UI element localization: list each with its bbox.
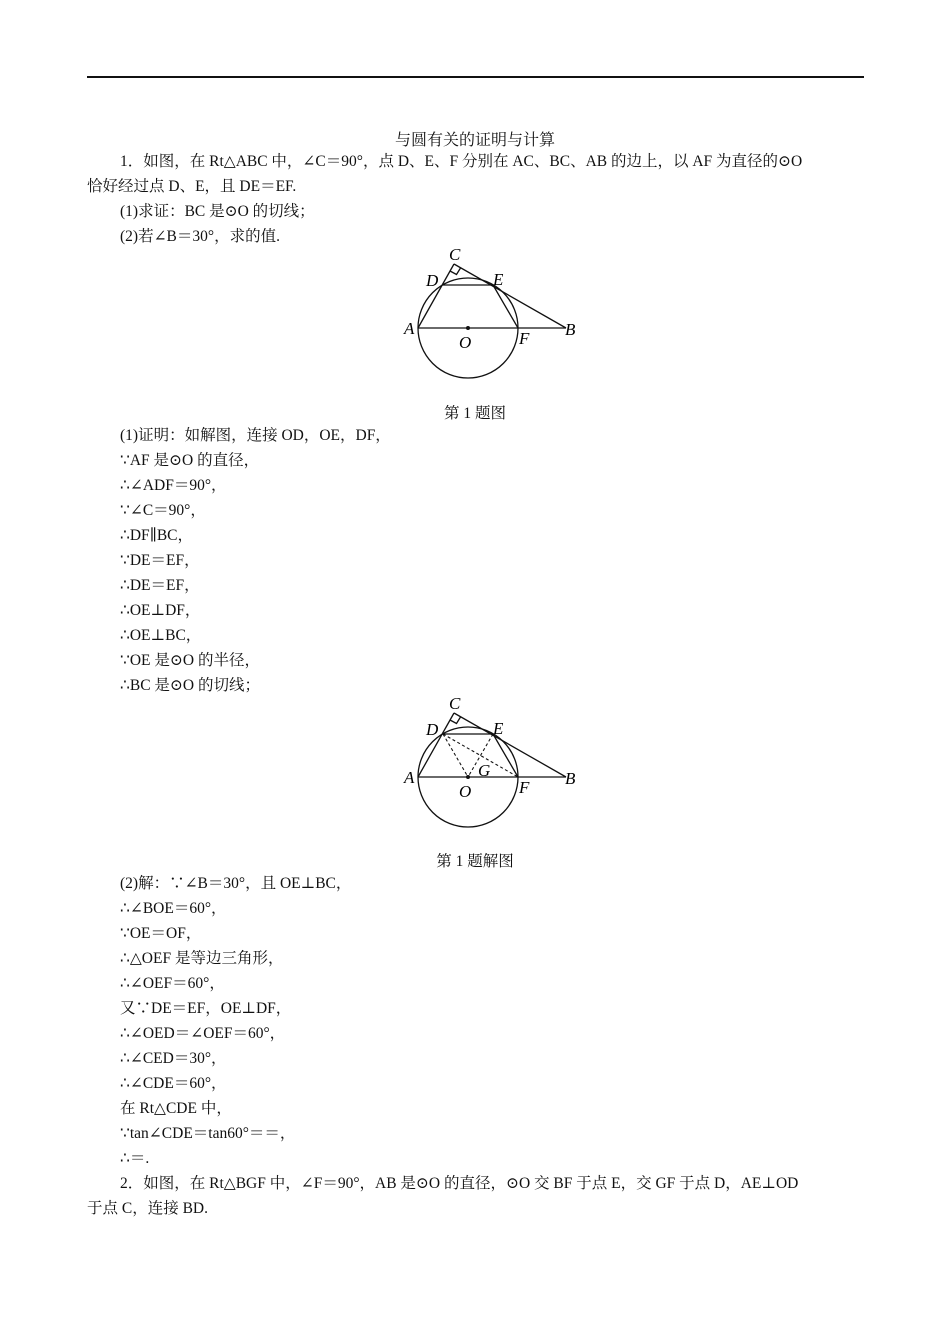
figure2-label-e: E <box>493 719 504 738</box>
figure2-caption: 第 1 题解图 <box>436 853 514 870</box>
proof1-line: ∵AF 是⊙O 的直径， <box>120 452 260 469</box>
figure2-segment-ef <box>493 734 518 777</box>
proof1-line: ∵∠C＝90°， <box>120 502 206 519</box>
figure1-label-d: D <box>426 271 439 290</box>
figure2-label-f: F <box>519 778 530 797</box>
proof1-line: (1)证明：如解图，连接 OD，OE，DF， <box>120 427 391 444</box>
solution2-line: ∴△OEF 是等边三角形， <box>120 950 284 967</box>
figure2-diagram <box>398 693 588 833</box>
solution2-line: ∴＝. <box>120 1150 150 1167</box>
figure1-label-o: O <box>459 333 472 352</box>
figure2-dashed-od <box>443 734 468 777</box>
solution2-line: 在 Rt△CDE 中， <box>120 1100 232 1117</box>
solution2-line: ∴∠BOE＝60°， <box>120 900 227 917</box>
header-rule <box>87 76 864 78</box>
solution2-line: (2)解：∵∠B＝30°，且 OE⊥BC， <box>120 875 352 892</box>
figure1-label-a: A <box>404 319 415 338</box>
solution2-line: ∴∠OEF＝60°， <box>120 975 225 992</box>
figure2-label-a: A <box>404 768 415 787</box>
problem1-question2: (2)若∠B＝30°，求的值. <box>120 228 280 245</box>
proof1-line: ∴DF∥BC， <box>120 527 194 544</box>
solution2-line: ∴∠CDE＝60°， <box>120 1075 227 1092</box>
solution2-line: ∴∠OED＝∠OEF＝60°， <box>120 1025 286 1042</box>
page-title: 与圆有关的证明与计算 <box>394 132 555 149</box>
problem2-line2: 于点 C，连接 BD. <box>87 1200 208 1217</box>
solution2-line: ∵OE＝OF， <box>120 925 202 942</box>
proof1-line: ∴DE＝EF， <box>120 577 200 594</box>
solution2-line: ∵tan∠CDE＝tan60°＝＝， <box>120 1125 296 1142</box>
figure1-caption: 第 1 题图 <box>443 405 506 422</box>
figure1-label-b: B <box>565 320 576 339</box>
figure2-label-o: O <box>459 782 472 801</box>
problem1-line2: 恰好经过点 D、E，且 DE＝EF. <box>87 178 297 195</box>
figure1-diagram <box>398 244 588 384</box>
figure1-label-c: C <box>449 245 461 264</box>
figure1-segment-ef <box>493 285 518 328</box>
proof1-line: ∵OE 是⊙O 的半径， <box>120 652 260 669</box>
proof1-line: ∴BC 是⊙O 的切线； <box>120 677 260 694</box>
problem2-line1: 2．如图，在 Rt△BGF 中，∠F＝90°，AB 是⊙O 的直径，⊙O 交 BF 于点 E，交 GF 于点 D，AE⊥OD <box>120 1175 799 1192</box>
proof1-line: ∴OE⊥DF， <box>120 602 201 619</box>
figure2-center-dot <box>466 775 470 779</box>
figure1-center-dot <box>466 326 470 330</box>
figure1-label-f: F <box>519 329 530 348</box>
solution2-line: 又∵DE＝EF，OE⊥DF， <box>120 1000 292 1017</box>
figure2-label-d: D <box>426 720 439 739</box>
figure1-segment-cb <box>454 264 566 328</box>
figure2-label-c: C <box>449 694 461 713</box>
proof1-line: ∴∠ADF＝90°， <box>120 477 227 494</box>
figure2-segment-cb <box>454 713 566 777</box>
problem1-line1: 1．如图，在 Rt△ABC 中，∠C＝90°，点 D、E、F 分别在 AC、BC、AB 的边上，以 AF 为直径的⊙O <box>120 153 803 170</box>
figure1-label-e: E <box>493 270 504 289</box>
figure2-label-b: B <box>565 769 576 788</box>
figure2-label-g: G <box>478 761 491 780</box>
solution2-line: ∴∠CED＝30°， <box>120 1050 227 1067</box>
problem1-question1: (1)求证：BC 是⊙O 的切线； <box>120 203 315 220</box>
proof1-line: ∵DE＝EF， <box>120 552 200 569</box>
proof1-line: ∴OE⊥BC， <box>120 627 202 644</box>
